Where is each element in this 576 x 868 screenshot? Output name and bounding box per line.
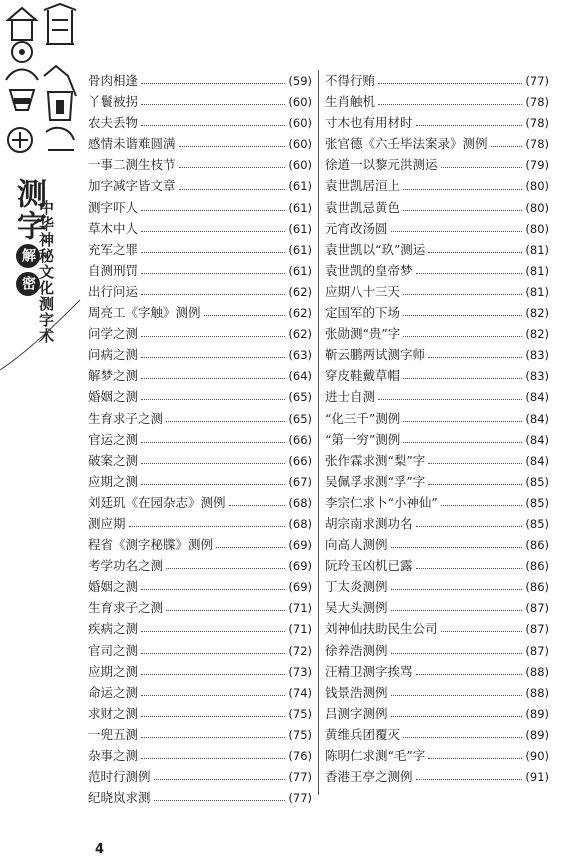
dot-leader bbox=[166, 610, 285, 611]
entry-page: (71) bbox=[288, 622, 312, 637]
entry-title: 徐养浩测例 bbox=[325, 642, 388, 658]
entry-title: 袁世凯的皇帝梦 bbox=[325, 262, 413, 278]
entry-title: 张作霖求测“梨”字 bbox=[325, 452, 426, 468]
dot-leader bbox=[391, 695, 523, 696]
entry-page: (86) bbox=[525, 559, 549, 574]
entry-title: 丫鬟被拐 bbox=[88, 94, 139, 110]
entry-title: 黄维兵团覆灭 bbox=[325, 726, 401, 742]
dot-leader bbox=[141, 484, 285, 485]
entry-title: 张勋测“贵”字 bbox=[325, 326, 401, 342]
entry-title: 程省《测字秘牒》测例 bbox=[88, 537, 214, 553]
toc-entry bbox=[88, 703, 312, 724]
dot-leader bbox=[141, 378, 285, 379]
toc-entry bbox=[88, 175, 312, 196]
page-number: 4 bbox=[95, 842, 105, 857]
entry-page: (68) bbox=[288, 495, 312, 510]
entry-page: (80) bbox=[525, 200, 549, 215]
dot-leader bbox=[391, 610, 523, 611]
dot-leader bbox=[141, 695, 285, 696]
entry-page: (77) bbox=[525, 74, 549, 88]
entry-title: 杂事之测 bbox=[88, 748, 139, 763]
toc-entry bbox=[88, 281, 312, 302]
toc-entry bbox=[88, 618, 312, 639]
toc-entry bbox=[325, 112, 549, 133]
dot-leader bbox=[428, 758, 522, 759]
toc-entry bbox=[88, 218, 312, 239]
entry-page: (61) bbox=[288, 263, 312, 278]
toc-entry bbox=[325, 239, 549, 260]
entry-page: (78) bbox=[525, 137, 549, 152]
dot-leader bbox=[441, 167, 523, 168]
entry-title: 婚姻之测 bbox=[88, 579, 139, 595]
dot-leader bbox=[403, 315, 522, 316]
entry-page: (61) bbox=[288, 242, 312, 257]
entry-page: (79) bbox=[525, 158, 549, 173]
entry-page: (78) bbox=[525, 116, 549, 131]
entry-title: 袁世凯居洹上 bbox=[325, 178, 401, 194]
toc-entry bbox=[325, 429, 549, 450]
entry-title: 阮玲玉凶机已露 bbox=[325, 558, 413, 574]
toc-entry bbox=[325, 661, 549, 682]
entry-title: 应期之测 bbox=[88, 663, 139, 679]
dot-leader bbox=[179, 167, 286, 168]
entry-title: 测应期 bbox=[88, 515, 126, 531]
toc-entry bbox=[88, 429, 312, 450]
entry-page: (66) bbox=[288, 432, 312, 447]
entry-page: (84) bbox=[525, 411, 549, 426]
dot-leader bbox=[428, 252, 522, 253]
entry-page: (78) bbox=[525, 95, 549, 110]
entry-page: (85) bbox=[525, 495, 549, 510]
entry-title: 钱景浩测例 bbox=[325, 684, 388, 700]
dot-leader bbox=[403, 189, 522, 190]
entry-title: 寸木也有用材时 bbox=[325, 115, 413, 131]
dot-leader bbox=[391, 653, 523, 654]
dot-leader bbox=[403, 336, 522, 337]
entry-title: 应期之测 bbox=[88, 473, 139, 489]
entry-title: 袁世凯忌黄色 bbox=[325, 199, 401, 215]
dot-leader bbox=[129, 526, 286, 527]
toc-entry bbox=[88, 576, 312, 597]
entry-page: (74) bbox=[288, 685, 312, 700]
entry-page: (61) bbox=[288, 221, 312, 236]
entry-title: 生育求子之测 bbox=[88, 600, 164, 616]
dot-leader bbox=[141, 125, 285, 126]
toc-entry bbox=[88, 70, 312, 91]
dot-leader bbox=[403, 210, 522, 211]
toc-entry bbox=[325, 344, 549, 365]
entry-page: (71) bbox=[288, 601, 312, 616]
dot-leader bbox=[378, 83, 522, 84]
toc-entry bbox=[88, 154, 312, 175]
entry-page: (69) bbox=[288, 538, 312, 553]
entry-page: (87) bbox=[525, 643, 549, 658]
entry-title: 吴佩孚求测“孚”字 bbox=[325, 473, 426, 489]
dot-leader bbox=[428, 484, 522, 485]
entry-page: (62) bbox=[288, 284, 312, 299]
toc-entry bbox=[325, 281, 549, 302]
toc-entry bbox=[88, 408, 312, 429]
toc-entry bbox=[325, 682, 549, 703]
entry-title: 张官德《六壬毕法案录》测例 bbox=[325, 136, 488, 152]
entry-page: (68) bbox=[288, 516, 312, 531]
toc-entry bbox=[325, 766, 549, 787]
toc-entry bbox=[325, 492, 549, 513]
entry-page: (64) bbox=[288, 369, 312, 384]
entry-title: 感情未谐难圆满 bbox=[88, 136, 176, 152]
entry-page: (84) bbox=[525, 453, 549, 468]
entry-page: (77) bbox=[288, 770, 312, 785]
dot-leader bbox=[141, 589, 285, 590]
dot-leader bbox=[428, 357, 522, 358]
dot-leader bbox=[441, 505, 523, 506]
entry-page: (89) bbox=[525, 706, 549, 721]
dot-leader bbox=[403, 737, 522, 738]
entry-title: 丁太炎测例 bbox=[325, 579, 388, 595]
dot-leader bbox=[141, 442, 285, 443]
entry-title: 香港王亭之测例 bbox=[325, 769, 413, 785]
dot-leader bbox=[141, 674, 285, 675]
entry-title: 官司之测 bbox=[88, 642, 139, 658]
dot-leader bbox=[391, 231, 523, 232]
entry-title: 求财之测 bbox=[88, 705, 139, 721]
entry-page: (88) bbox=[525, 664, 549, 679]
seal-char-2: 密 bbox=[16, 272, 40, 296]
entry-page: (66) bbox=[288, 453, 312, 468]
entry-title: 定国军的下场 bbox=[325, 305, 401, 321]
toc-entry bbox=[88, 133, 312, 154]
entry-page: (84) bbox=[525, 432, 549, 447]
dot-leader bbox=[141, 273, 285, 274]
toc-entry bbox=[325, 555, 549, 576]
entry-page: (63) bbox=[288, 348, 312, 363]
toc-entry bbox=[325, 70, 549, 91]
entry-title: 骨肉相逢 bbox=[88, 73, 139, 88]
dot-leader bbox=[179, 146, 286, 147]
entry-page: (83) bbox=[525, 348, 549, 363]
entry-title: 吕测字测例 bbox=[325, 705, 388, 721]
entry-page: (82) bbox=[525, 306, 549, 321]
book-subtitle: 中华神秘文化测字术 bbox=[37, 200, 55, 344]
entry-title: 刘神仙扶助民生公司 bbox=[325, 621, 438, 637]
entry-page: (67) bbox=[288, 474, 312, 489]
dot-leader bbox=[141, 252, 285, 253]
toc-entry bbox=[88, 513, 312, 534]
entry-title: 出行问运 bbox=[88, 283, 139, 299]
entry-page: (82) bbox=[525, 327, 549, 342]
sidebar-decoration bbox=[0, 0, 82, 380]
entry-page: (84) bbox=[525, 390, 549, 405]
toc-entry bbox=[88, 386, 312, 407]
entry-title: 汪精卫测字挨骂 bbox=[325, 663, 413, 679]
dot-leader bbox=[154, 800, 286, 801]
entry-page: (85) bbox=[525, 516, 549, 531]
dot-leader bbox=[154, 779, 286, 780]
dot-leader bbox=[391, 589, 523, 590]
entry-title: 破案之测 bbox=[88, 452, 139, 468]
dot-leader bbox=[141, 399, 285, 400]
dot-leader bbox=[403, 294, 522, 295]
toc-entry bbox=[88, 302, 312, 323]
entry-title: 不得行贿 bbox=[325, 73, 376, 88]
entry-page: (73) bbox=[288, 664, 312, 679]
dot-leader bbox=[216, 547, 285, 548]
dot-leader bbox=[166, 568, 285, 569]
entry-title: 陈明仁求测“毛”字 bbox=[325, 748, 426, 763]
entry-page: (76) bbox=[288, 749, 312, 763]
entry-page: (75) bbox=[288, 706, 312, 721]
title-char-1: 测 bbox=[11, 178, 46, 210]
entry-title: 婚姻之测 bbox=[88, 389, 139, 405]
dot-leader bbox=[141, 294, 285, 295]
dot-leader bbox=[141, 737, 285, 738]
entry-page: (85) bbox=[525, 474, 549, 489]
entry-title: 袁世凯以“玖”测运 bbox=[325, 241, 426, 257]
entry-title: 解梦之测 bbox=[88, 368, 139, 384]
toc-entry bbox=[88, 787, 312, 808]
entry-page: (87) bbox=[525, 622, 549, 637]
entry-page: (86) bbox=[525, 580, 549, 595]
toc-entry bbox=[325, 386, 549, 407]
toc-entry bbox=[325, 218, 549, 239]
title-char-2: 字 bbox=[11, 210, 46, 242]
toc-entry bbox=[325, 91, 549, 112]
toc-entry bbox=[88, 661, 312, 682]
entry-title: 进士自测 bbox=[325, 389, 376, 405]
toc-entry bbox=[325, 703, 549, 724]
toc-entry bbox=[88, 91, 312, 112]
toc-entry bbox=[88, 471, 312, 492]
entry-page: (69) bbox=[288, 580, 312, 595]
entry-title: 问病之测 bbox=[88, 347, 139, 363]
dot-leader bbox=[204, 315, 286, 316]
entry-title: 测字吓人 bbox=[88, 199, 139, 215]
entry-page: (81) bbox=[525, 242, 549, 257]
entry-page: (91) bbox=[525, 770, 549, 785]
dot-leader bbox=[403, 442, 522, 443]
column-divider bbox=[318, 70, 319, 795]
dot-leader bbox=[141, 631, 285, 632]
toc-entry bbox=[325, 302, 549, 323]
dot-leader bbox=[229, 505, 286, 506]
entry-title: 刘廷玑《在园杂志》测例 bbox=[88, 494, 226, 510]
toc-entry bbox=[88, 450, 312, 471]
dot-leader bbox=[141, 231, 285, 232]
entry-page: (86) bbox=[525, 538, 549, 553]
dot-leader bbox=[416, 125, 523, 126]
entry-page: (62) bbox=[288, 327, 312, 342]
entry-page: (65) bbox=[288, 390, 312, 405]
entry-title: 生肖触机 bbox=[325, 94, 376, 110]
dot-leader bbox=[141, 83, 285, 84]
toc-entry bbox=[325, 534, 549, 555]
toc-entry bbox=[88, 640, 312, 661]
toc-entry bbox=[88, 555, 312, 576]
entry-title: 官运之测 bbox=[88, 431, 139, 447]
entry-title: 应期八十三天 bbox=[325, 283, 401, 299]
dot-leader bbox=[428, 463, 522, 464]
toc-entry bbox=[325, 745, 549, 766]
toc-left-column bbox=[88, 70, 312, 808]
entry-title: 一事二测生枝节 bbox=[88, 157, 176, 173]
dot-leader bbox=[416, 568, 523, 569]
entry-page: (61) bbox=[288, 179, 312, 194]
entry-title: 加字减字皆文章 bbox=[88, 178, 176, 194]
dot-leader bbox=[166, 421, 285, 422]
entry-title: 农夫丢物 bbox=[88, 115, 139, 131]
toc-entry bbox=[325, 597, 549, 618]
toc-entry bbox=[88, 534, 312, 555]
entry-page: (72) bbox=[288, 643, 312, 658]
toc-entry bbox=[88, 492, 312, 513]
dot-leader bbox=[141, 336, 285, 337]
dot-leader bbox=[378, 104, 522, 105]
entry-page: (69) bbox=[288, 559, 312, 574]
entry-page: (59) bbox=[288, 74, 312, 88]
entry-page: (88) bbox=[525, 685, 549, 700]
entry-page: (77) bbox=[288, 791, 312, 806]
entry-page: (81) bbox=[525, 284, 549, 299]
dot-leader bbox=[141, 653, 285, 654]
toc-entry bbox=[88, 344, 312, 365]
entry-title: 徐道一以黎元洪测运 bbox=[325, 157, 438, 173]
toc-entry bbox=[325, 260, 549, 281]
entry-page: (60) bbox=[288, 95, 312, 110]
entry-title: “化三千”测例 bbox=[325, 410, 401, 426]
entry-page: (60) bbox=[288, 116, 312, 131]
entry-page: (83) bbox=[525, 369, 549, 384]
dot-leader bbox=[416, 273, 523, 274]
entry-title: 一兜五测 bbox=[88, 726, 139, 742]
dot-leader bbox=[391, 716, 523, 717]
toc-entry bbox=[325, 724, 549, 745]
entry-page: (87) bbox=[525, 601, 549, 616]
entry-title: 纪晓岚求测 bbox=[88, 790, 151, 806]
entry-page: (65) bbox=[288, 411, 312, 426]
seal-char-1: 解 bbox=[16, 244, 40, 268]
entry-title: “第一穷”测例 bbox=[325, 431, 401, 447]
dot-leader bbox=[179, 189, 286, 190]
toc-entry bbox=[88, 597, 312, 618]
toc-entry bbox=[88, 260, 312, 281]
dot-leader bbox=[391, 547, 523, 548]
entry-title: 问学之测 bbox=[88, 326, 139, 342]
toc-entry bbox=[325, 133, 549, 154]
toc-entry bbox=[88, 197, 312, 218]
entry-title: 李宗仁求卜“小神仙” bbox=[325, 494, 438, 510]
entry-title: 考学功名之测 bbox=[88, 558, 164, 574]
dot-leader bbox=[491, 146, 523, 147]
entry-page: (62) bbox=[288, 306, 312, 321]
toc-entry bbox=[325, 513, 549, 534]
entry-title: 自测刑罚 bbox=[88, 262, 139, 278]
toc-entry bbox=[325, 471, 549, 492]
entry-title: 命运之测 bbox=[88, 684, 139, 700]
entry-page: (80) bbox=[525, 179, 549, 194]
toc-entry bbox=[325, 365, 549, 386]
entry-page: (80) bbox=[525, 221, 549, 236]
toc-entry bbox=[325, 618, 549, 639]
dot-leader bbox=[141, 210, 285, 211]
toc-entry bbox=[88, 745, 312, 766]
entry-page: (61) bbox=[288, 200, 312, 215]
entry-page: (60) bbox=[288, 158, 312, 173]
toc-entry bbox=[325, 154, 549, 175]
entry-title: 靳云鹏两试测字师 bbox=[325, 347, 426, 363]
dot-leader bbox=[416, 674, 523, 675]
dot-leader bbox=[416, 526, 523, 527]
entry-title: 元宵改汤圆 bbox=[325, 220, 388, 236]
toc-entry bbox=[88, 112, 312, 133]
toc-entry bbox=[325, 197, 549, 218]
toc-entry bbox=[325, 323, 549, 344]
dot-leader bbox=[403, 378, 522, 379]
entry-title: 疾病之测 bbox=[88, 621, 139, 637]
toc-entry bbox=[325, 576, 549, 597]
toc-entry bbox=[88, 239, 312, 260]
entry-title: 草木中人 bbox=[88, 220, 139, 236]
dot-leader bbox=[441, 631, 523, 632]
toc-entry bbox=[325, 450, 549, 471]
entry-title: 吴大头测例 bbox=[325, 600, 388, 616]
entry-page: (90) bbox=[525, 749, 549, 763]
dot-leader bbox=[141, 716, 285, 717]
sidebar-curve-line bbox=[0, 0, 82, 380]
toc-entry bbox=[325, 408, 549, 429]
entry-title: 充军之罪 bbox=[88, 241, 139, 257]
entry-page: (60) bbox=[288, 137, 312, 152]
dot-leader bbox=[378, 399, 522, 400]
toc-entry bbox=[88, 682, 312, 703]
toc-right-column bbox=[325, 70, 549, 787]
dot-leader bbox=[141, 104, 285, 105]
dot-leader bbox=[416, 779, 523, 780]
dot-leader bbox=[141, 758, 285, 759]
dot-leader bbox=[141, 357, 285, 358]
toc-entry bbox=[325, 175, 549, 196]
entry-title: 生育求子之测 bbox=[88, 410, 164, 426]
dot-leader bbox=[403, 421, 522, 422]
entry-title: 范时行测例 bbox=[88, 769, 151, 785]
entry-page: (75) bbox=[288, 727, 312, 742]
entry-title: 向高人测例 bbox=[325, 537, 388, 553]
toc-entry bbox=[88, 323, 312, 344]
dot-leader bbox=[141, 463, 285, 464]
entry-title: 胡宗南求测功名 bbox=[325, 515, 413, 531]
toc-entry bbox=[325, 640, 549, 661]
toc-entry bbox=[88, 766, 312, 787]
toc-entry bbox=[88, 365, 312, 386]
entry-title: 穿皮鞋戴草帽 bbox=[325, 368, 401, 384]
entry-page: (89) bbox=[525, 727, 549, 742]
entry-title: 周亮工《字触》测例 bbox=[88, 305, 201, 321]
entry-page: (81) bbox=[525, 263, 549, 278]
toc-entry bbox=[88, 724, 312, 745]
